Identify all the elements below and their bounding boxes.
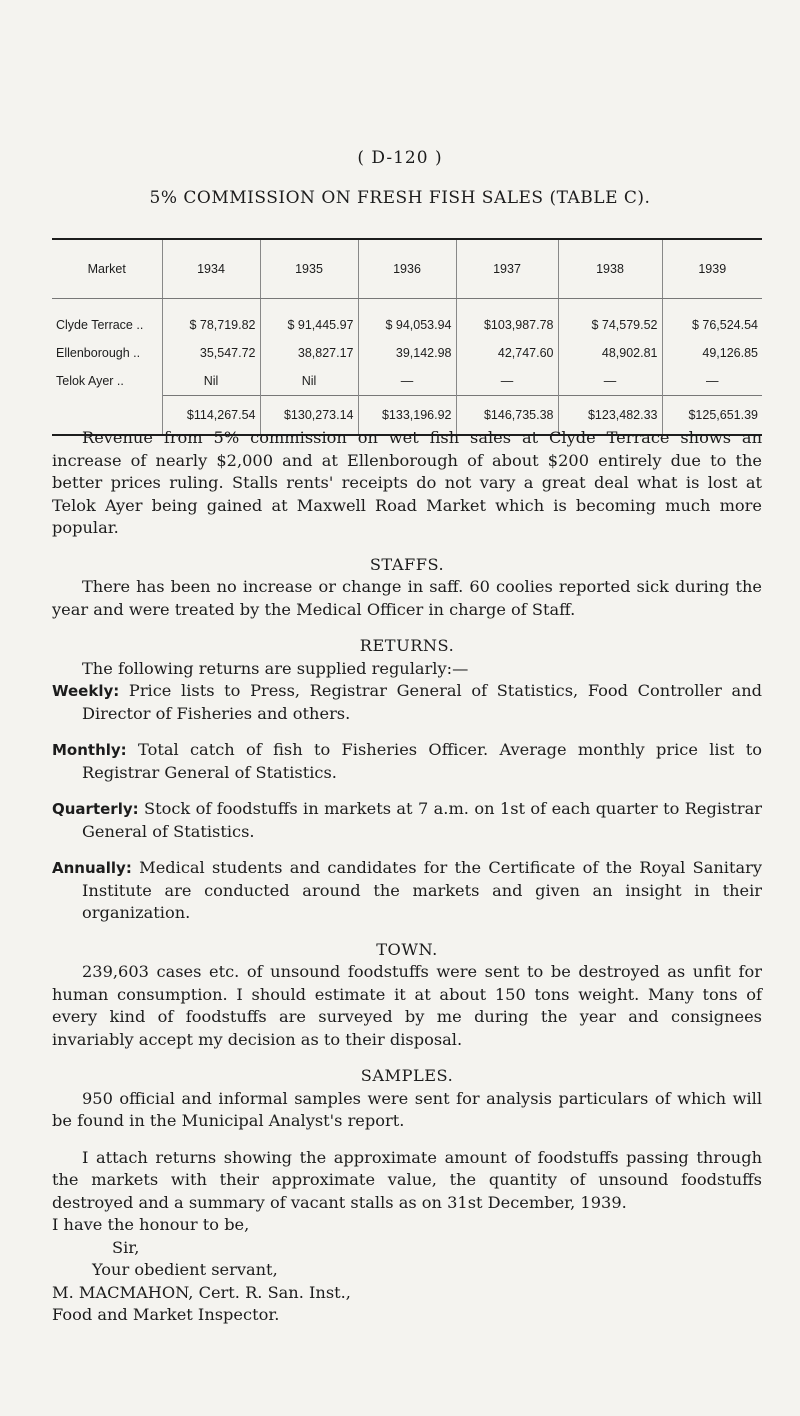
return-item-monthly	[52, 739, 762, 784]
header-year: 1939	[662, 240, 762, 299]
table-cell: 42,747.60	[456, 339, 558, 367]
table-cell: —	[456, 367, 558, 396]
table-cell: 35,547.72	[162, 339, 260, 367]
samples-heading: SAMPLES.	[360, 1066, 454, 1085]
town-heading: TOWN.	[376, 939, 438, 959]
total-cell: $123,482.33	[558, 396, 662, 435]
table-row	[52, 299, 762, 340]
page-number: ( D-120 )	[357, 148, 443, 168]
closing-paragraph: I attach returns showing the approximate amount of foodstuffs passing through the markets with their approximate value, the quantity of unsound foodstuffs destroyed and a summary of vacant stalls as on 31st December, 1939.	[52, 1147, 762, 1212]
total-cell: $133,196.92	[358, 396, 456, 435]
table-cell: 49,126.85	[662, 339, 762, 367]
revenue-paragraph: Revenue from 5% commission on wet fish sales at Clyde Terrace shows an increase of nearly $2,000 and at Ellenborough of about $200 entirely due to the better prices ruling. Stalls rents' receipts do not vary a great deal what is lost at Telok Ayer being gained at Maxwell Road Market which is becoming much more popular.	[52, 428, 762, 537]
table-cell: —	[662, 367, 762, 396]
signature-line: Sir,	[112, 1237, 140, 1257]
header-year: 1935	[260, 240, 358, 299]
return-text: Price lists to Press, Registrar General of Statistics, Food Controller and Director of Fisheries and others.	[82, 681, 762, 723]
market-name: Telok Ayer ..	[56, 374, 124, 389]
staffs-paragraph: There has been no increase or change in saff. 60 coolies reported sick during the year and were treated by the Medical Officer in charge of Staff.	[52, 577, 762, 619]
table-header-row	[52, 240, 762, 299]
market-name: Ellenborough ..	[56, 346, 141, 360]
table-cell: —	[358, 367, 456, 396]
return-item-annually	[52, 857, 762, 925]
report-body	[52, 427, 762, 1327]
return-label: Quarterly:	[52, 800, 139, 818]
market-name: Clyde Terrace ..	[56, 318, 144, 332]
table-cell: Nil	[162, 367, 260, 396]
returns-heading: RETURNS.	[359, 636, 455, 655]
return-text: Medical students and candidates for the Certificate of the Royal Sanitary Institute are conducted around the markets and given an insight in their organization.	[82, 858, 762, 922]
header-year: 1934	[162, 240, 260, 299]
staffs-heading: STAFFS.	[369, 554, 445, 574]
town-paragraph: 239,603 cases etc. of unsound foodstuffs were sent to be destroyed as unfit for human consumption. I should estimate it at about 150 tons weight. Many tons of every kind of foodstuffs are surveyed by me during the year and consignees invariably accept my decision as to their disposal.	[52, 962, 762, 1049]
header-year: 1938	[558, 240, 662, 299]
return-label: Annually:	[52, 859, 132, 877]
header-year: 1936	[358, 240, 456, 299]
table-cell: 48,902.81	[558, 339, 662, 367]
total-cell: $125,651.39	[662, 396, 762, 435]
table-cell: $ 78,719.82	[162, 299, 260, 340]
header-market: Market	[52, 240, 162, 299]
return-text: Stock of foodstuffs in markets at 7 a.m. on 1st of each quarter to Registrar General of Statistics.	[82, 799, 762, 841]
table-row	[52, 367, 762, 396]
table-cell: $103,987.78	[456, 299, 558, 340]
returns-intro: The following returns are supplied regularly:—	[82, 658, 469, 678]
header-year: 1937	[456, 240, 558, 299]
signature-name: M. MACMAHON, Cert. R. San. Inst.,	[52, 1282, 351, 1302]
signature-line: Your obedient servant,	[92, 1260, 278, 1279]
table-cell: $ 94,053.94	[358, 299, 456, 340]
table-title: 5% COMMISSION ON FRESH FISH SALES (TABLE C).	[149, 188, 651, 208]
table-cell: $ 76,524.54	[662, 299, 762, 340]
table-cell: Nil	[260, 367, 358, 396]
table-cell: $ 74,579.52	[558, 299, 662, 340]
samples-paragraph: 950 official and informal samples were sent for analysis particulars of which will be found in the Municipal Analyst's report.	[52, 1088, 762, 1130]
table-cell: 39,142.98	[358, 339, 456, 367]
return-label: Monthly:	[52, 741, 127, 759]
signature-title: Food and Market Inspector.	[52, 1305, 280, 1324]
return-item-quarterly	[52, 798, 762, 843]
signature-line: I have the honour to be,	[52, 1215, 250, 1234]
return-label: Weekly:	[52, 682, 120, 700]
table-cell: 38,827.17	[260, 339, 358, 367]
total-cell: $146,735.38	[456, 396, 558, 435]
total-cell: $114,267.54	[162, 396, 260, 435]
table-row	[52, 339, 762, 367]
commission-table	[52, 238, 762, 436]
return-text: Total catch of fish to Fisheries Officer. Average monthly price list to Registrar General of Statistics.	[82, 740, 762, 782]
table-cell: $ 91,445.97	[260, 299, 358, 340]
table-cell: —	[558, 367, 662, 396]
total-cell: $130,273.14	[260, 396, 358, 435]
return-item-weekly	[52, 680, 762, 725]
